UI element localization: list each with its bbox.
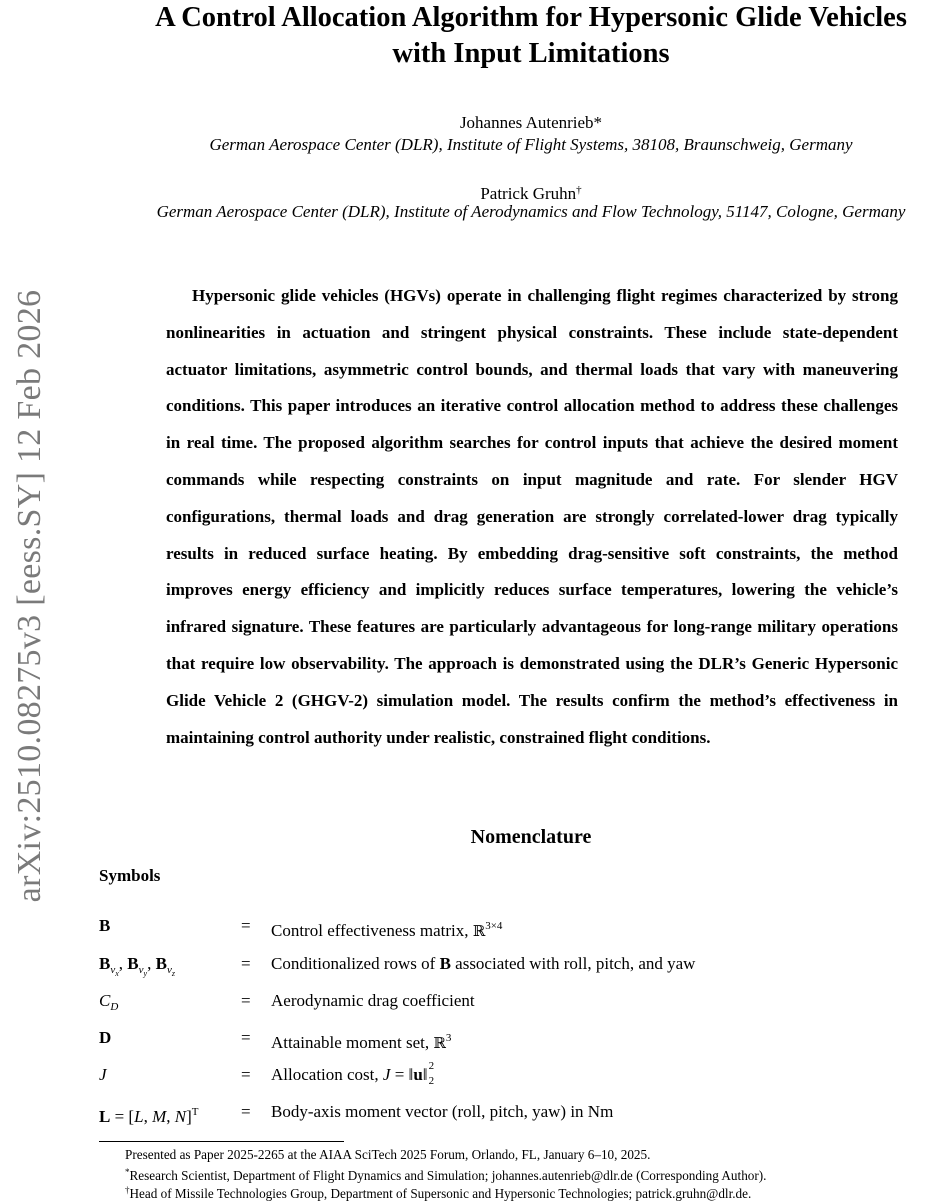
definition-b-nu [271,951,695,977]
norm-index: 2 [428,1075,435,1088]
sub-x: x [115,969,119,978]
nomenclature-heading: Nomenclature [470,826,592,848]
vec-n: N [174,1107,187,1126]
sub-y: y [143,969,148,978]
real-set-symbol: ℝ [433,1034,446,1052]
formula-u: u [413,1065,423,1084]
arxiv-identifier-stamp: arXiv:2510.08275v3 [eess.SY] 12 Feb 2026 [11,289,48,903]
author-2-name: Patrick Gruhn [480,184,577,203]
definition-b [271,913,502,944]
definition-j [271,1062,436,1088]
symbol-b-nu-y-base: B [127,954,139,973]
nu-z: ν [166,964,172,976]
symbol-b: B [99,916,111,935]
symbol-sub-d: D [110,1001,119,1013]
author-2-mark: † [576,184,582,196]
vec-m: M [152,1107,167,1126]
set-dimension: 3×4 [485,920,503,932]
set-dimension: 3 [445,1032,452,1044]
author-2 [100,180,952,204]
norm-power: 2 [428,1060,435,1073]
equals-sign: = [241,1102,251,1121]
definition-b-text: Control effectiveness matrix, [271,921,473,940]
symbol-b-nu: $B_{\nu_x}$, $B_{\nu_y}$, $B_{\nu_z}$ [99,954,175,978]
equals-sign: = [241,991,251,1010]
symbol-l: L = [L, M, N]$^T$ [99,1106,199,1126]
author-2-affiliation: German Aerospace Center (DLR), Institute of Aerodynamics and Flow Technology, 51147, Cologne, Germany [156,202,906,221]
author-1 [100,113,952,133]
symbol-l-post: ] [186,1107,192,1126]
nomenclature-row-l [99,1099,899,1125]
abstract: Hypersonic glide vehicles (HGVs) operate in challenging flight regimes characterized by strong nonlinearities in actuation and stringent physical constraints. These include state-dependent actuator limitations, asymmetric control bounds, and thermal loads that vary with maneuvering conditions. This paper introduces an iterative control allocation method to address these challenges in real time. The proposed algorithm searches for control inputs that achieve the desired moment commands while respecting constraints on input magnitude and rate. For slender HGV configurations, thermal loads and drag generation are strongly correlated-lower drag typically results in reduced surface heating. By embedding drag-sensitive soft constraints, the method improves energy efficiency and implicitly reduces surface temperatures, lowering the vehicle’s infrared signature. These features are particularly advantageous for long-range military operations that require low observability. The approach is demonstrated using the DLR’s Generic Hypersonic Glide Vehicle 2 (GHGV-2) simulation model. The results confirm the method’s effectiveness in maintaining control authority under realistic, constrained flight conditions. [166,286,898,747]
nomenclature-row-cd [99,988,899,1014]
footnote-author-2-text: Head of Missile Technologies Group, Department of Supersonic and Hypersonic Technologies; patrick.gruhn@dlr.de. [129,1186,752,1201]
paper-title [80,0,952,72]
footnote-author-1 [99,1164,919,1184]
nomenclature-row-b-nu [99,951,899,977]
transpose-mark: T [191,1106,199,1118]
footnote-author-1-text: Research Scientist, Department of Flight Dynamics and Simulation; johannes.autenrieb@dlr.de (Corresponding Author). [129,1168,767,1183]
vec-l: L [134,1107,144,1126]
title-line-2: with Input Limitations [392,38,670,69]
definition-d [271,1025,451,1056]
sub-z: z [171,969,175,978]
author-1-affiliation: German Aerospace Center (DLR), Institute of Flight Systems, 38108, Braunschweig, Germany [209,135,853,154]
symbol-b-nu-x-base: B [99,954,111,973]
equals-sign: = [241,954,251,973]
definition-b-nu-post: associated with roll, pitch, and yaw [450,954,696,973]
formula-j: J [382,1065,391,1084]
symbol-d: D [99,1028,112,1047]
nomenclature-row-b [99,913,899,939]
nu-sub-z [167,964,175,976]
symbol-l-bold: L [99,1107,111,1126]
nu-x: ν [110,964,116,976]
equals-sign: = [241,1065,251,1084]
definition-b-nu-pre: Conditionalized rows of [271,954,440,973]
nu-sub-x [110,964,118,976]
symbol-cd [99,988,118,1020]
nomenclature-row-j [99,1062,899,1088]
definition-b-nu-bold: B [439,954,451,973]
author-1-mark: * [593,113,603,132]
formula-eq: = ‖ [390,1065,414,1084]
definition-j-text: Allocation cost, [271,1065,383,1084]
definition-cd: Aerodynamic drag coefficient [271,991,475,1010]
symbol-j: J [99,1065,107,1084]
nomenclature-row-d [99,1025,899,1051]
nu-y: ν [138,964,144,976]
footnote-mark-1: * [125,1167,130,1177]
symbol-l-pre: = [ [110,1107,135,1126]
symbols-subheading: Symbols [99,866,161,885]
footnote-mark-2: † [125,1185,130,1195]
footnote-rule [99,1141,344,1142]
footnote-author-2 [99,1182,919,1202]
title-line-1: A Control Allocation Algorithm for Hypersonic Glide Vehicles [155,2,907,33]
definition-d-text: Attainable moment set, [271,1033,434,1052]
equals-sign: = [241,916,251,935]
symbol-c: C [99,991,111,1010]
author-1-name: Johannes Autenrieb [459,113,594,132]
nu-sub-y [139,964,147,976]
definition-l: Body-axis moment vector (roll, pitch, yaw) in Nm [271,1102,614,1121]
symbol-b-nu-z-base: B [155,954,167,973]
footnote-presented: Presented as Paper 2025-2265 at the AIAA SciTech 2025 Forum, Orlando, FL, January 6–10, 2025. [125,1147,651,1162]
equals-sign: = [241,1028,251,1047]
real-set-symbol: ℝ [472,922,486,940]
norm-indices [428,1060,436,1088]
formula-norm-close: ‖ [422,1065,428,1084]
